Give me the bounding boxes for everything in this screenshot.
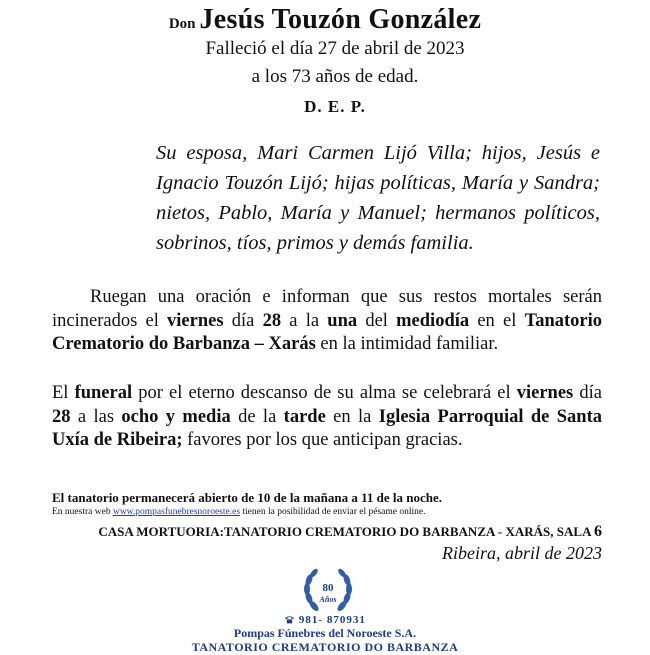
family-line: primos y demás familia. xyxy=(276,232,474,254)
time-of-day-bold: mediodía xyxy=(396,310,470,331)
church-bold: Iglesia Parroquial de Santa Uxía de Ribeira; xyxy=(52,406,603,450)
date-bold: 28 xyxy=(52,406,71,427)
family-line: María y Sandra; nietos, Pablo, María y xyxy=(156,172,601,224)
age-line: a los 73 años de edad. xyxy=(251,66,419,87)
room-number: 6 xyxy=(594,523,602,540)
web-suffix: tienen la posibilidad de enviar el pésame online. xyxy=(240,507,426,517)
text-run: en la intimidad familiar. xyxy=(315,334,499,354)
cremation-paragraph xyxy=(52,286,602,357)
web-prefix: En nuestra web xyxy=(52,507,113,517)
telephone-icon xyxy=(284,615,295,624)
logo-number: 80 xyxy=(322,582,334,594)
text-run: El xyxy=(52,383,75,403)
deceased-name: Jesús Touzón González xyxy=(199,4,482,35)
text-run: en la xyxy=(325,406,379,427)
crematorium-bold: Tanatorio Crematorio do Barbanza – Xarás xyxy=(52,310,603,354)
place-date: Ribeira, abril de 2023 xyxy=(442,543,602,563)
text-run: a las xyxy=(70,406,122,427)
time-of-day-bold: tarde xyxy=(283,406,326,427)
phone-line xyxy=(0,614,650,626)
dep-line: D. E. P. xyxy=(304,97,366,116)
text-run: del xyxy=(357,310,397,331)
title-prefix: Don xyxy=(168,16,196,32)
family-line: Su esposa, Mari Carmen Lijó Villa; hijos, xyxy=(156,142,537,164)
death-date-line: Falleció el día 27 de abril de 2023 xyxy=(205,38,465,59)
date-bold: 28 xyxy=(262,310,282,331)
logo-word: Años xyxy=(319,595,337,604)
laurel-wreath-logo-icon xyxy=(302,566,354,616)
family-paragraph xyxy=(156,138,600,258)
hour-bold: una xyxy=(327,310,358,331)
funeral-paragraph xyxy=(52,382,602,453)
opening-hours-note: El tanatorio permanecerá abierto de 10 de la mañana a 11 de la noche. xyxy=(52,490,442,505)
company-name: Pompas Fúnebres del Noroeste S.A. xyxy=(233,626,417,640)
day-bold: viernes xyxy=(516,383,574,403)
text-run: Ruegan una oración e informan que sus restos mortales serán incinerados el xyxy=(52,287,602,331)
text-run: por el eterno descanso de su alma se celebrará el xyxy=(132,383,517,403)
text-run: en el xyxy=(469,310,525,331)
text-run: día xyxy=(223,310,263,331)
crematorium-name: TANATORIO CREMATORIO DO BARBANZA xyxy=(191,640,459,654)
family-line: Jesús e Ignacio Touzón Lijó; hijas políticas, xyxy=(156,142,600,194)
deceased-name-line xyxy=(0,4,650,36)
family-line: Manuel; hermanos políticos, sobrinos, tíos, xyxy=(156,202,600,254)
funeral-home-label: CASA MORTUORIA:TANATORIO CREMATORIO DO BARBANZA - XARÁS, SALA xyxy=(98,524,594,539)
website-link[interactable]: www.pompasfunebresnoroeste.es xyxy=(112,507,241,517)
hour-bold: ocho y media xyxy=(121,406,231,427)
funeral-bold: funeral xyxy=(74,383,133,403)
text-run: a la xyxy=(281,310,328,331)
text-run: favores por los que anticipan gracias. xyxy=(182,430,463,450)
web-condolence-note xyxy=(52,507,426,517)
text-run: día xyxy=(573,383,602,403)
day-bold: viernes xyxy=(167,310,224,331)
text-run: de la xyxy=(230,406,284,427)
phone-number: 981- 870931 xyxy=(298,614,366,626)
funeral-home-line xyxy=(0,523,602,541)
